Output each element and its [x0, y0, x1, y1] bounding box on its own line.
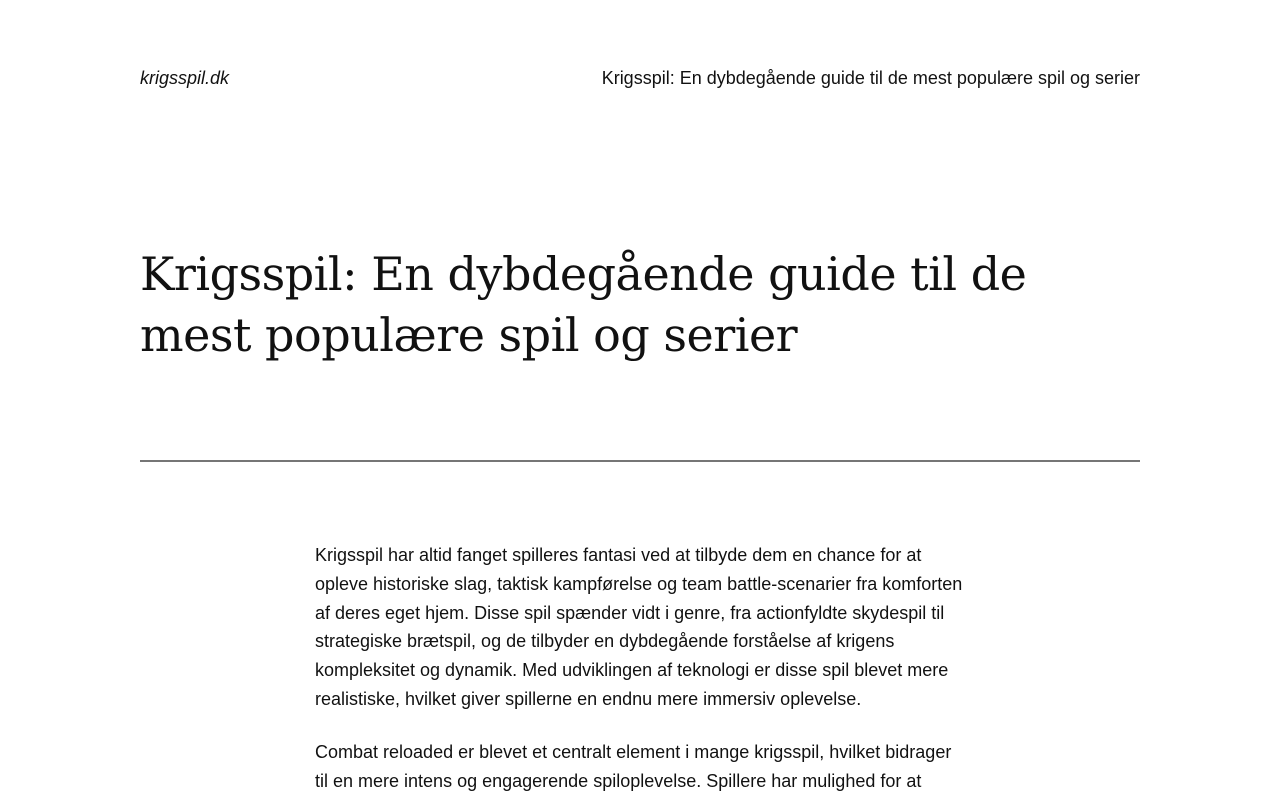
- post-content: [315, 541, 965, 800]
- post-paragraph-1: Krigsspil har altid fanget spilleres fantasi ved at tilbyde dem en chance for at opleve historiske slag, taktisk kampførelse og team battle-scenarier fra komforten af deres eget hjem. Disse spil spænder vidt i genre, fra actionfyldte skydespil til strategiske brætspil, og de tilbyder en dybdegående forståelse af krigens kompleksitet og dynamik. Med udviklingen af teknologi er disse spil blevet mere realistiske, hvilket giver spillerne en endnu mere immersiv oplevelse.: [315, 545, 963, 709]
- nav-link-guide[interactable]: Krigsspil: En dybdegående guide til de mest populære spil og serier: [601, 68, 1140, 88]
- site-title-link[interactable]: krigsspil.dk: [140, 68, 230, 88]
- title-separator: [140, 460, 1140, 462]
- post-paragraph-2: Combat reloaded er blevet et centralt element i mange krigsspil, hvilket bidrager til en mere intens og engagerende spiloplevelse. Spillere har mulighed for at: [315, 741, 952, 791]
- post-title: Krigsspil: En dybdegående guide til de mest populære spil og serier: [140, 247, 1027, 362]
- site-header: [140, 66, 1140, 90]
